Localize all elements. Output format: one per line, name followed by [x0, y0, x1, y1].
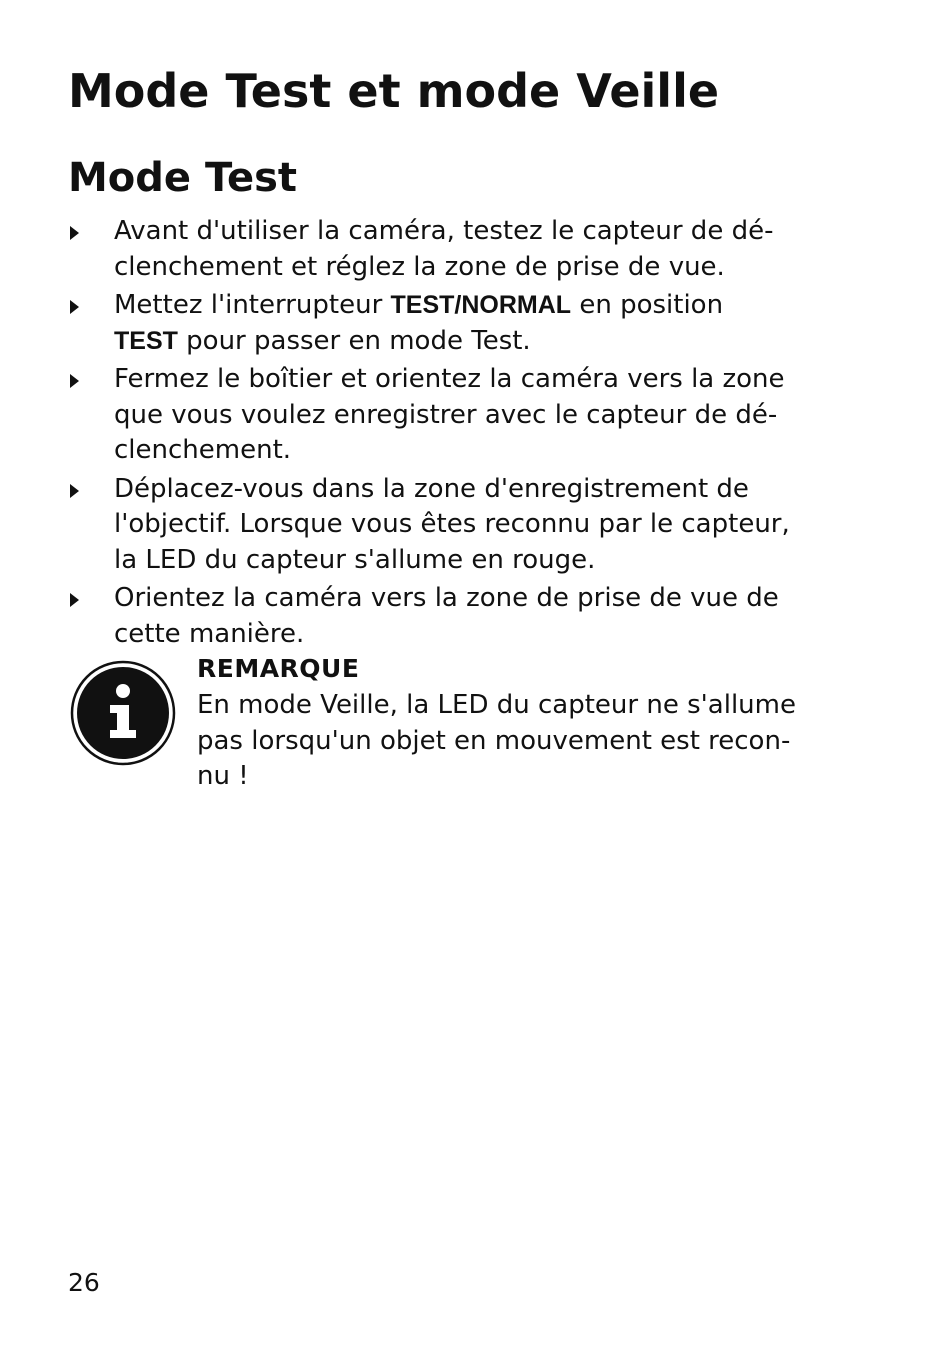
switch-position-test: TEST	[114, 326, 178, 355]
page-title: Mode Test et mode Veille	[68, 64, 720, 118]
step-item	[68, 472, 808, 579]
triangle-bullet-icon	[70, 300, 79, 314]
step-item	[68, 581, 808, 652]
step-text: Fermez le boîtier et orientez la caméra vers la zone que vous voulez enregistrer avec le capteur de dé-clenchement.	[114, 364, 785, 465]
triangle-bullet-icon	[70, 593, 79, 607]
step-text-middle: en position	[571, 290, 724, 320]
step-item	[68, 214, 808, 285]
step-text: Orientez la caméra vers la zone de prise de vue de cette manière.	[114, 583, 779, 649]
triangle-bullet-icon	[70, 374, 79, 388]
section-title: Mode Test	[68, 155, 298, 201]
step-text: Avant d'utiliser la caméra, testez le capteur de dé-clenchement et réglez la zone de prise de vue.	[114, 216, 774, 282]
step-item	[68, 362, 808, 469]
step-text-after: pour passer en mode Test.	[177, 325, 531, 356]
note-text: En mode Veille, la LED du capteur ne s'allume pas lorsqu'un objet en mouvement est recon-nu !	[197, 690, 796, 791]
triangle-bullet-icon	[70, 226, 79, 240]
step-text: Déplacez-vous dans la zone d'enregistrement de l'objectif. Lorsque vous êtes reconnu par le capteur, la LED du capteur s'allume en rouge.	[114, 473, 790, 575]
switch-label-test-normal: TEST/NORMAL	[390, 291, 572, 319]
step-item	[68, 288, 808, 359]
step-list	[68, 214, 808, 655]
triangle-bullet-icon	[70, 484, 79, 498]
step-text-before: Mettez l'interrupteur	[114, 290, 391, 320]
note-label: REMARQUE	[197, 654, 360, 683]
page-number: 26	[68, 1268, 100, 1297]
note-box	[70, 650, 810, 810]
info-icon	[70, 660, 176, 766]
